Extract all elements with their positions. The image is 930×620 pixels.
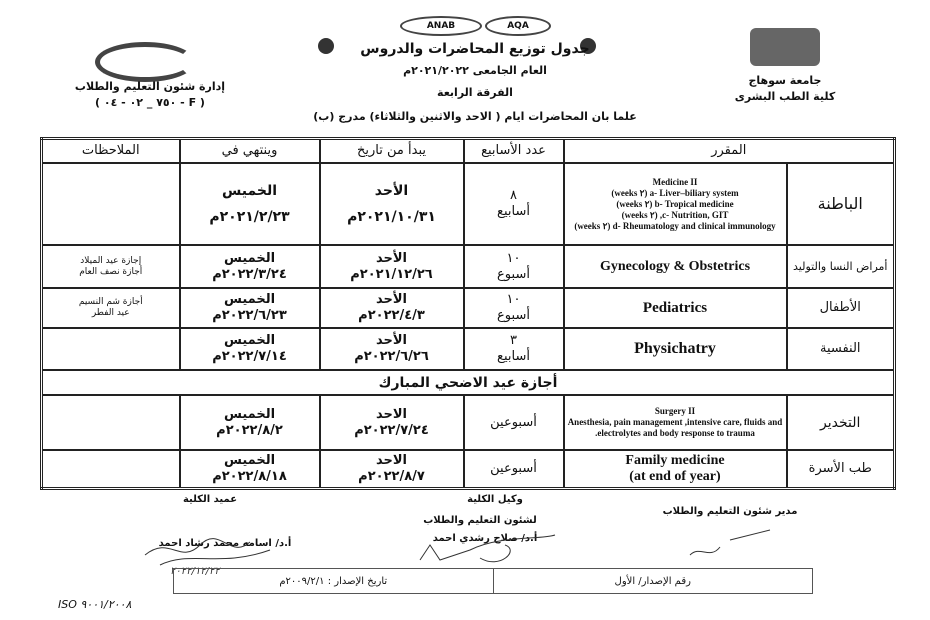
table-header [42,139,895,164]
subject: التخدير [787,395,895,450]
table-row [42,288,895,328]
course: Pediatrics [564,288,787,328]
department-logo [95,42,195,82]
university-logo [750,28,820,66]
header-end: وينتهي في [180,139,320,164]
signature-vice [410,530,560,570]
subject: النفسية [787,328,895,370]
level: الفرقة الرابعة [437,86,513,99]
start: الاحد ٢٠٢٢/٧/٢٤م [320,395,464,450]
start: الاحد ٢٠٢٢/٨/٧م [320,450,464,488]
schedule-table [40,137,896,490]
weeks: أسبوعين [464,395,564,450]
header-start: يبدأ من تاريخ [320,139,464,164]
issue-number: رقم الإصدار/ الأول [493,569,813,594]
weeks: ١٠ أسبوع [464,245,564,288]
weeks: ٨ أسابيع [464,163,564,245]
faculty-name: كلية الطب البشرى [734,90,836,103]
course: Medicine II a- Liver–biliary system (٢ weeks) b- Tropical medicine (٢ weeks) c- Nutrition, GIT, (٢ weeks) d- Rheumatology and clinical immunology (٢ weeks) [564,163,787,245]
subject: أمراض النسا والتوليد [787,245,895,288]
table-row [42,245,895,288]
course: Surgery II Anesthesia, pain management ,intensive care, fluids and electrolytes and body response to trauma. [564,395,787,450]
header-weeks: عدد الأسابيع [464,139,564,164]
notes [42,450,180,488]
end: الخميس ٢٠٢٢/٣/٢٤م [180,245,320,288]
issue-table [173,568,813,594]
weeks: ١٠ أسبوع [464,288,564,328]
aqa-logo: AQA [485,16,551,36]
weeks: ٣ أسابيع [464,328,564,370]
table-row [42,395,895,450]
start: الأحد ٢٠٢١/١٠/٣١م [320,163,464,245]
start: الأحد ٢٠٢١/١٢/٢٦م [320,245,464,288]
academic-year: العام الجامعى ٢٠٢١/٢٠٢٢م [403,64,547,77]
end: الخميس ٢٠٢٢/٦/٢٣م [180,288,320,328]
end: الخميس ٢٠٢٢/٨/٢م [180,395,320,450]
subject: طب الأسرة [787,450,895,488]
course: Gynecology & Obstetrics [564,245,787,288]
vice-dean-name: أ.د/ صلاح رشدي احمد [432,533,538,544]
iso-mark: ISO ٩٠٠١/٢٠٠٨ [58,598,132,611]
dean-name: أ.د/ اسامه محمد رشاد احمد [158,538,292,549]
end: الخميس ٢٠٢٢/٧/١٤م [180,328,320,370]
end: الخميس ٢٠٢١/٢/٢٣م [180,163,320,245]
dean-title: عميد الكلية [182,494,238,505]
start: الأحد ٢٠٢٢/٦/٢٦م [320,328,464,370]
notes [42,163,180,245]
department-name: إدارة شئون التعليم والطلاب [74,80,226,93]
form-code: ( F - ٧٥٠ _ ٠٢ - ٠٤ ) [95,96,205,109]
subject: الباطنة [787,163,895,245]
table-row [42,328,895,370]
table-row [42,450,895,488]
holiday-label: أجازة عيد الاضحي المبارك [42,370,895,395]
subject: الأطفال [787,288,895,328]
page-title: جدول توزيع المحاضرات والدروس [360,41,590,57]
table-row [42,163,895,245]
university-name: جامعة سوهاج [748,74,822,87]
vice-dean-title: وكيل الكلية [467,494,523,505]
signature-director [680,525,780,565]
course: Physichatry [564,328,787,370]
notes: إجازة عيد الميلاد أجازة نصف العام [42,245,180,288]
vice-dean-title-2: لشئون التعليم والطلاب [423,515,537,526]
weeks: أسبوعين [464,450,564,488]
course: Family medicine (at end of year) [564,450,787,488]
holiday-row [42,370,895,395]
notes [42,395,180,450]
notes [42,328,180,370]
lecture-note: علما بان المحاضرات ايام ( الاحد والاثنين والثلاثاء) مدرج (ب) [313,110,637,123]
handwritten-date: ٢٠٢٢/١٢/٢٢ [170,566,220,577]
director-title: مدير شئون التعليم والطلاب [662,506,798,517]
start: الأحد ٢٠٢٢/٤/٣م [320,288,464,328]
signature-dean [140,530,290,570]
anab-logo: ANAB [400,16,482,36]
header-notes: الملاحظات [42,139,180,164]
header-course: المقرر [564,139,895,164]
issue-date: تاريخ الإصدار : ٢٠٠٩/٢/١م [174,569,494,594]
end: الخميس ٢٠٢٢/٨/١٨م [180,450,320,488]
notes: أجازة شم النسيم عيد الفطر [42,288,180,328]
